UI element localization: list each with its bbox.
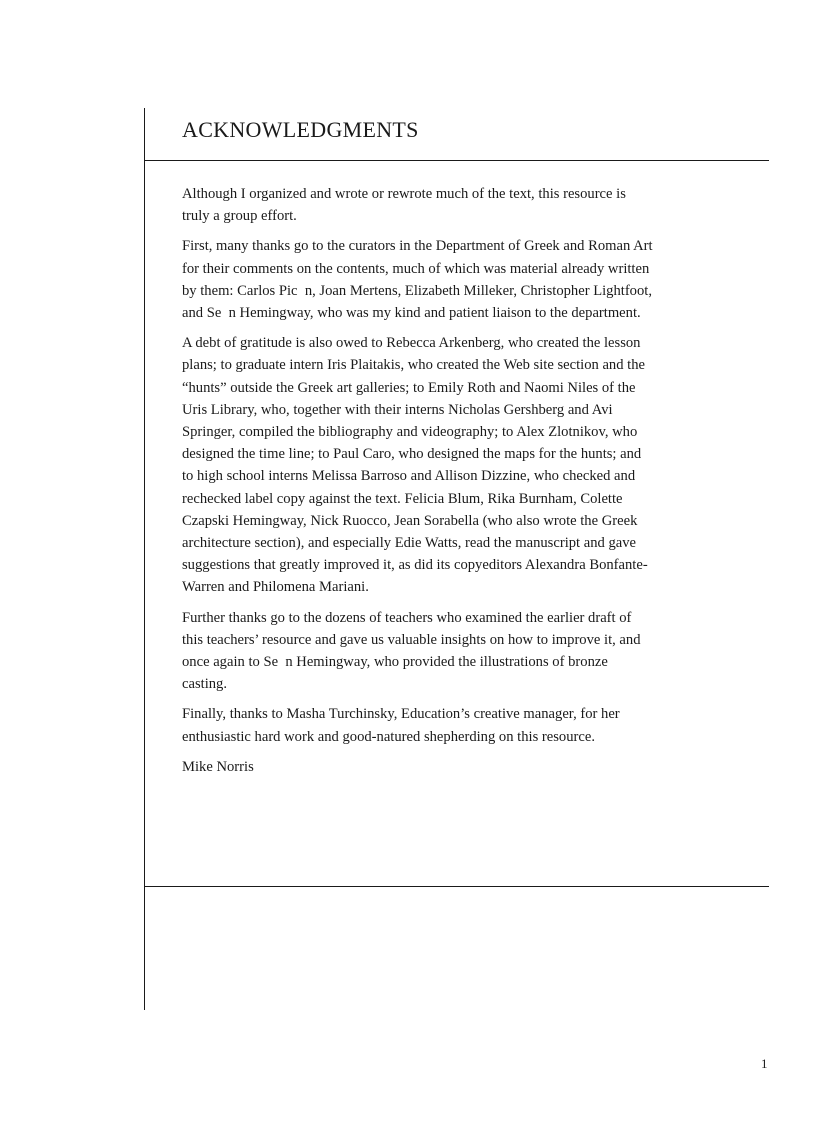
page-number: 1 [761, 1056, 768, 1071]
author-signature: Mike Norris [182, 758, 254, 775]
top-horizontal-rule [144, 160, 769, 161]
left-vertical-rule [144, 108, 145, 1010]
paragraph-teachers: Further thanks go to the dozens of teachers who examined the earlier draft of this teachers’ resource and gave us valuable insights on how to improve it, and once again to Se n Hemingway, who provided the illustrations of bronze casting. [182, 609, 641, 693]
paragraph-finally: Finally, thanks to Masha Turchinsky, Education’s creative manager, for her enthusiastic hard work and good-natured shepherding on this resource. [182, 706, 620, 745]
acknowledgments-body [182, 183, 654, 786]
bottom-horizontal-rule [144, 886, 769, 887]
paragraph-gratitude: A debt of gratitude is also owed to Rebecca Arkenberg, who created the lesson plans; to graduate intern Iris Plaitakis, who created the Web site section and the “hunts” outside the Greek art galleries; to Emily Roth and Naomi Niles of the Uris Library, who, together with their interns Nicholas Gershberg and Avi Springer, compiled the bibliography and videography; to Alex Zlotnikov, who designed the time line; to Paul Caro, who designed the maps for the hunts; and to high school interns Melissa Barroso and Allison Dizzine, who checked and rechecked label copy against the text. Felicia Blum, Rika Burnham, Colette Czapski Hemingway, Nick Ruocco, Jean Sorabella (who also wrote the Greek architecture section), and especially Edie Watts, read the manuscript and gave suggestions that greatly improved it, as did its copyeditors Alexandra Bonfante-Warren and Philomena Mariani. [182, 335, 648, 596]
paragraph-intro: Although I organized and wrote or rewrote much of the text, this resource is truly a group effort. [182, 186, 626, 225]
page-title: ACKNOWLEDGMENTS [182, 117, 419, 142]
paragraph-curators: First, many thanks go to the curators in the Department of Greek and Roman Art for their comments on the contents, much of which was material already written by them: Carlos Pic n, Joan Mertens, Elizabeth Milleker, Christopher Lightfoot, and Se n Hemingway, who was my kind and patient liaison to the department. [182, 238, 653, 322]
